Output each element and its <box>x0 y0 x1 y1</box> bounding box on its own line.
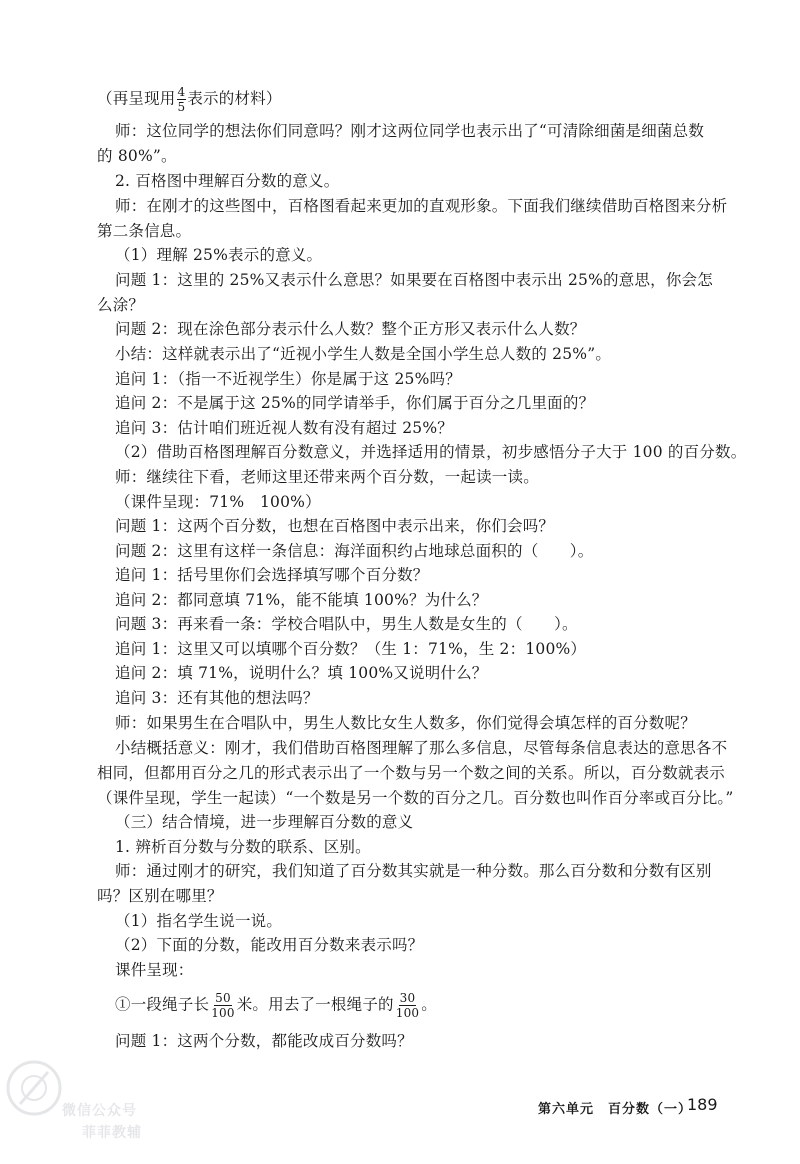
footer-unit-title: 第六单元 百分数（一） <box>538 1102 693 1117</box>
text-line: 吗？区别在哪里？ <box>97 887 223 905</box>
text-line: 课件呈现： <box>115 961 194 979</box>
text-line: 相同，但都用百分之几的形式表示出了一个数与另一个数之间的关系。所以，百分数就表示 <box>97 764 726 782</box>
text-line: 追问 2：填 71%，说明什么？填 100%又说明什么？ <box>115 664 488 682</box>
text-line: 问题 1：这两个分数，都能改成百分数吗？ <box>115 1032 413 1050</box>
text-line: （2）下面的分数，能改用百分数来表示吗？ <box>115 936 424 954</box>
text-line: 师：如果男生在合唱队中，男生人数比女生人数多，你们觉得会填怎样的百分数呢？ <box>115 714 696 732</box>
text-line: （1）理解 25%表示的意义。 <box>115 246 323 264</box>
text-line: 的 80%”。 <box>97 147 177 165</box>
text-line: 师：这位同学的想法你们同意吗？刚才这两位同学也表示出了“可清除细菌是细菌总数 <box>115 122 705 140</box>
section-heading: 1. 辨析百分数与分数的联系、区别。 <box>115 838 371 856</box>
text-line: （课件呈现，学生一起读）“一个数是另一个数的百分之几。百分数也叫作百分率或百分比。” <box>97 789 734 807</box>
fraction-30-100: $\frac{30}{100}$ <box>395 991 420 1020</box>
text-line: 小结：这样就表示出了“近视小学生人数是全国小学生总人数的 25%”。 <box>115 345 612 363</box>
text-line: （2）借助百格图理解百分数意义，并选择适用的情景，初步感悟分子大于 100 的百分数。 <box>115 443 747 461</box>
text-line: 第二条信息。 <box>97 222 192 240</box>
text-line: （课件呈现：71% 100%） <box>115 493 321 511</box>
text-line: （1）指名学生说一说。 <box>115 912 283 930</box>
text-line: ①一段绳子长 $\frac{50}{100}$ 米。用去了一根绳子的 $\frac{30}{100}$ 。 <box>115 991 437 1020</box>
text-line: 师：继续往下看，老师这里还带来两个百分数，一起读一读。 <box>115 468 539 486</box>
text-line: 追问 2：不是属于这 25%的同学请举手，你们属于百分之几里面的？ <box>115 394 595 412</box>
text-line: 追问 3：估计咱们班近视人数有没有超过 25%？ <box>115 419 453 437</box>
text-line: 师：通过刚才的研究，我们知道了百分数其实就是一种分数。那么百分数和分数有区别 <box>115 862 712 880</box>
text-line: 小结概括意义：刚才，我们借助百格图理解了那么多信息，尽管每条信息表达的意思各不 <box>115 739 728 757</box>
text-line: 问题 1：这里的 25%又表示什么意思？如果要在百格图中表示出 25%的意思，你会怎 <box>115 271 713 289</box>
text-line: 追问 1：括号里你们会选择填写哪个百分数？ <box>115 566 429 584</box>
text-line: 追问 1：（指一不近视学生）你是属于这 25%吗？ <box>115 370 461 388</box>
text-line: 追问 1：这里又可以填哪个百分数？（生 1：71%，生 2：100%） <box>115 640 587 658</box>
text-line: 追问 3：还有其他的想法吗？ <box>115 689 319 707</box>
text-line: 追问 2：都同意填 71%，能不能填 100%？为什么？ <box>115 591 488 609</box>
text-line: 问题 3：再来看一条：学校合唱队中，男生人数是女生的（ ）。 <box>115 615 578 633</box>
text-line: 问题 1：这两个百分数，也想在百格图中表示出来，你们会吗？ <box>115 517 555 535</box>
page-number: 189 <box>687 1095 718 1114</box>
section-heading: 2. 百格图中理解百分数的意义。 <box>115 172 340 190</box>
watermark <box>0 1050 240 1150</box>
watermark-text: 菲菲教辅 <box>82 1125 142 1141</box>
text-line: 问题 2：这里有这样一条信息：海洋面积约占地球总面积的（ ）。 <box>115 542 594 560</box>
fraction-4-5: $\frac{4}{5}$ <box>177 85 186 114</box>
text-line: （再呈现用 $\frac{4}{5}$ 表示的材料） <box>97 85 282 114</box>
text-line: 师：在刚才的这些图中，百格图看起来更加的直观形象。下面我们继续借助百格图来分析 <box>115 197 728 215</box>
text-line: 问题 2：现在涂色部分表示什么人数？整个正方形又表示什么人数？ <box>115 320 586 338</box>
watermark-text: 微信公众号 <box>62 1103 137 1119</box>
fraction-50-100: $\frac{50}{100}$ <box>211 991 235 1020</box>
section-heading: （三）结合情境，进一步理解百分数的意义 <box>115 813 414 831</box>
text-line: 么涂？ <box>97 296 145 314</box>
